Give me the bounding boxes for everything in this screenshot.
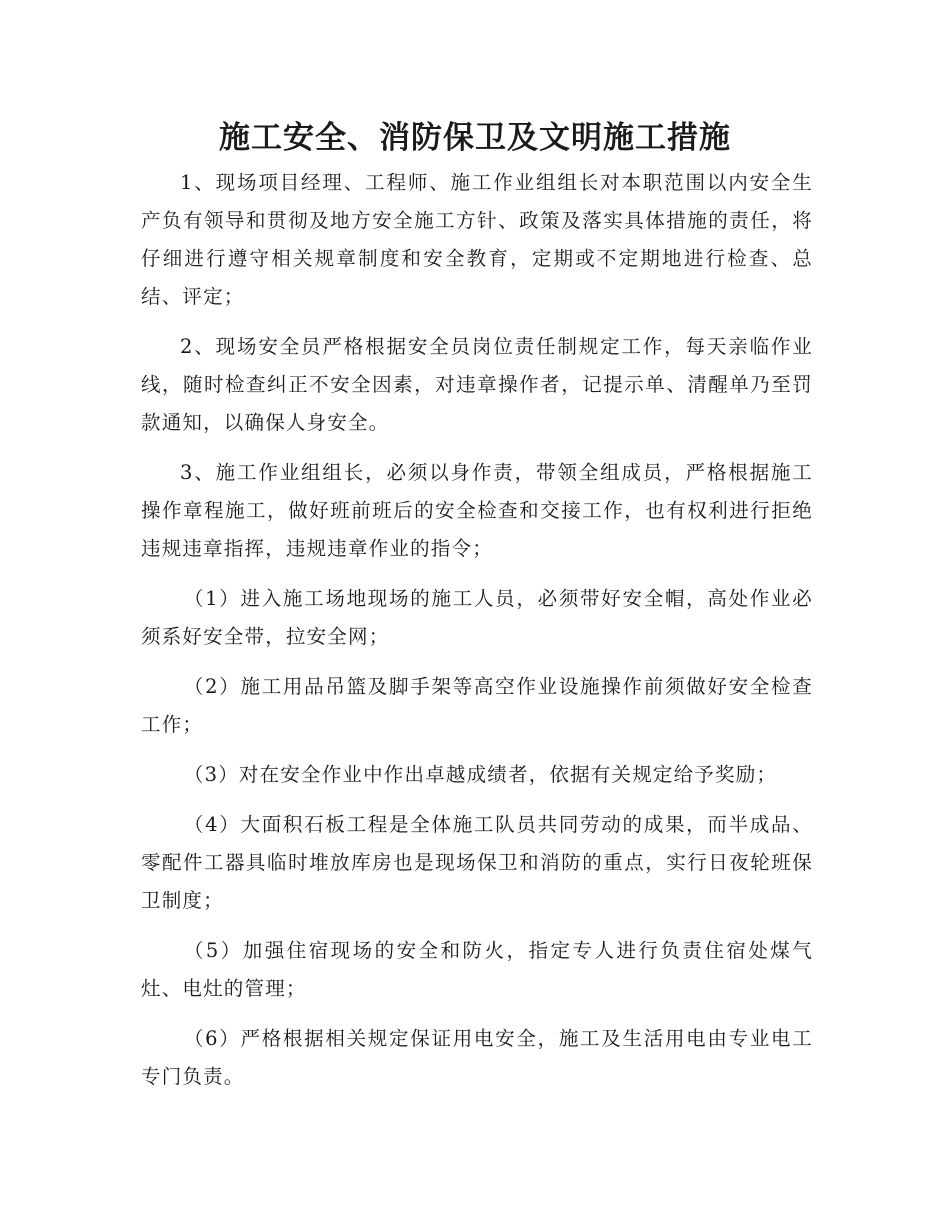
document-title: 施工安全、消防保卫及文明施工措施 [219,120,731,156]
sub-item-5: （5）加强住宿现场的安全和防火，指定专人进行负责住宿处煤气灶、电灶的管理； [141,939,813,1000]
sub-item-1: （1）进入施工场地现场的施工人员，必须带好安全帽，高处作业必须系好安全带，拉安全网； [141,587,813,648]
paragraph-2: 2、现场安全员严格根据安全员岗位责任制规定工作，每天亲临作业线，随时检查纠正不安全因素，对违章操作者，记提示单、清醒单乃至罚款通知，以确保人身安全。 [141,335,813,434]
paragraph-1: 1、现场项目经理、工程师、施工作业组组长对本职范围以内安全生产负有领导和贯彻及地方安全施工方针、政策及落实具体措施的责任，将仔细进行遵守相关规章制度和安全教育，定期或不定期地进行检查、总结、评定； [141,171,813,308]
paragraph-3: 3、施工作业组组长，必须以身作责，带领全组成员，严格根据施工操作章程施工，做好班前班后的安全检查和交接工作，也有权利进行拒绝违规违章指挥，违规违章作业的指令； [141,461,813,560]
sub-item-6: （6）严格根据相关规定保证用电安全，施工及生活用电由专业电工专门负责。 [141,1027,813,1088]
sub-item-2: （2）施工用品吊篮及脚手架等高空作业设施操作前须做好安全检查工作； [141,675,813,736]
sub-item-3: （3）对在安全作业中作出卓越成绩者，依据有关规定给予奖励； [183,763,778,786]
document-body [141,164,813,1108]
sub-item-4: （4）大面积石板工程是全体施工队员共同劳动的成果，而半成品、零配件工器具临时堆放库房也是现场保卫和消防的重点，实行日夜轮班保卫制度； [141,813,813,912]
